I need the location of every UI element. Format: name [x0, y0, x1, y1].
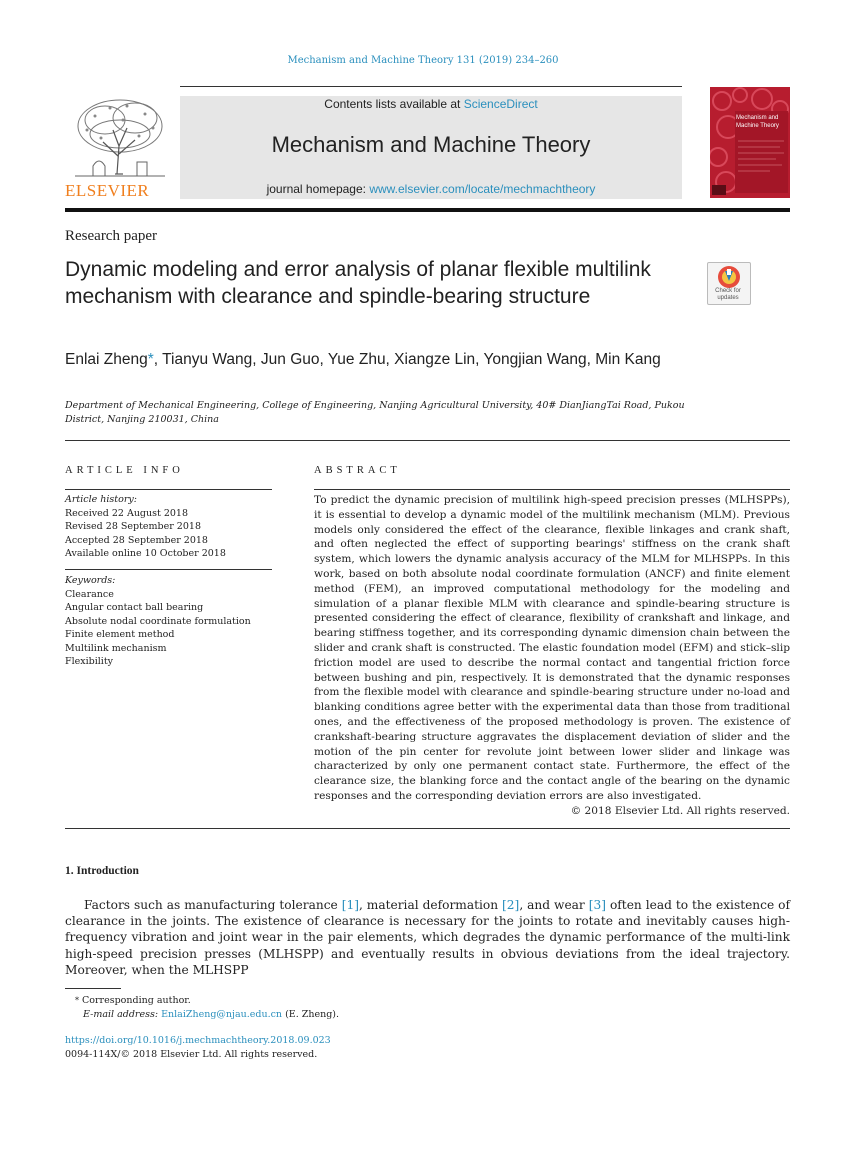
- footnote: [65, 994, 665, 1022]
- article-history: [65, 493, 272, 561]
- introduction-paragraph: [65, 897, 790, 978]
- doi-block: [65, 1034, 331, 1062]
- article-history-label: Article history:: [65, 494, 137, 505]
- email-line: [65, 1008, 665, 1022]
- abstract-heading: ABSTRACT: [314, 465, 401, 476]
- keywords-divider: [65, 569, 272, 570]
- history-accepted: Accepted 28 September 2018: [65, 534, 208, 546]
- homepage-prefix: journal homepage:: [266, 182, 370, 196]
- intro-text-3: , and wear: [519, 898, 589, 912]
- email-link[interactable]: EnlaiZheng@njau.edu.cn: [161, 1009, 283, 1020]
- reference-link-2[interactable]: [2]: [502, 898, 520, 912]
- journal-title: Mechanism and Machine Theory: [271, 132, 591, 157]
- keywords-label: Keywords:: [65, 575, 116, 586]
- homepage-line: [180, 182, 682, 196]
- issn-line: 0094-114X/© 2018 Elsevier Ltd. All rights reserved.: [65, 1049, 318, 1060]
- article-info-heading: ARTICLE INFO: [65, 465, 184, 476]
- abstract-copyright: © 2018 Elsevier Ltd. All rights reserved.: [570, 804, 790, 817]
- intro-text-2: , material deformation: [358, 898, 503, 912]
- cover-title-text: Mechanism and Machine Theory: [736, 115, 779, 129]
- introduction-heading: 1. Introduction: [65, 865, 139, 877]
- check-for-updates-label[interactable]: [707, 288, 749, 302]
- elsevier-wordmark: ELSEVIER: [65, 181, 150, 200]
- paper-type: Research paper: [65, 228, 158, 244]
- badge-line-1: Check for: [715, 288, 741, 294]
- contents-prefix: Contents lists available at: [324, 97, 464, 111]
- intro-text-1: Factors such as manufacturing tolerance: [84, 898, 342, 912]
- history-online: Available online 10 October 2018: [65, 548, 226, 559]
- keyword-item: Angular contact ball bearing: [65, 602, 204, 613]
- reference-link-1[interactable]: [1]: [341, 898, 359, 912]
- footnote-divider: [65, 988, 121, 989]
- doi-link[interactable]: https://doi.org/10.1016/j.mechmachtheory.2018.09.023: [65, 1035, 331, 1046]
- header-top-divider: [180, 86, 682, 87]
- abstract-divider: [314, 489, 790, 490]
- paper-title: Dynamic modeling and error analysis of planar flexible multilink mechanism with clearance and spindle-bearing structure: [65, 258, 651, 308]
- contents-line: [180, 97, 682, 111]
- email-label: E-mail address:: [83, 1009, 162, 1020]
- corresponding-author-note: [65, 994, 665, 1008]
- history-revised: Revised 28 September 2018: [65, 521, 201, 532]
- corresponding-author-marker[interactable]: *: [147, 351, 154, 368]
- history-received: Received 22 August 2018: [65, 507, 189, 519]
- homepage-link[interactable]: www.elsevier.com/locate/mechmachtheory: [369, 182, 596, 196]
- badge-line-2: updates: [717, 295, 739, 301]
- other-authors: , Tianyu Wang, Jun Guo, Yue Zhu, Xiangze Lin, Yongjian Wang, Min Kang: [153, 351, 661, 368]
- abstract-text: To predict the dynamic precision of multilink high-speed precision presses (MLHSPPs), it is essential to develop a dynamic model of the multilink mechanism (MLM). Previous models only considered the effect of the clearance, flexible linkages and crank shaft, and often neglected the effect of supporting bearings' stiffness on the crank shaft system, which lowers the dynamic analysis accuracy of the MLM for MLHSPPs. In this work, based on both absolute nodal coordinate formulation (ANCF) and finite element method (FEM), an improved computational methodology for the modeling and simulation of a planar flexible MLM with clearance and spindle-bearing structure is presented considering the effect of clearance, flexibility of crankshaft and linkage, and bearing stiffness together, and its corresponding dynamic dimension chain between the slider and crank shaft is constructed. The elastic foundation model (EFM) and stick–slip friction model are used to describe the normal contact and tangential friction force between bushing and pin, respectively. It is demonstrated that the dynamic responses from the flexible model with clearance and spindle-bearing structure under no-load and blanking conditions agree better with the experimental data than those from traditional ones, and the effectiveness of the proposed methodology is proven. The existence of crankshaft-bearing structure aggravates the displacement deviation of slider and the motion of the pin center for revolute joint between lower slider and linkage was characterized by only one permanent contact state. Furthermore, the effect of the clearance size, the blanking force and the contact angle of the bearing on the dynamic responses and the corresponding deviation errors are also investigated.: [314, 494, 790, 802]
- keyword-item: Absolute nodal coordinate formulation: [65, 615, 251, 627]
- intro-text-4: often lead to the existence of clearance in the joints. The existence of clearance is necessary for the joints to rotate and inevitably causes high-frequency vibration and joint wear in the pair elements, which degrades the dynamic performance of the multi-link high-speed precision presses (MLHSPP) and eventually results in obvious deviations from the ideal trajectory. Moreover, when the MLHSPP: [65, 898, 791, 977]
- email-suffix: (E. Zheng).: [282, 1009, 340, 1020]
- section-divider-bottom: [65, 828, 790, 829]
- abstract-body: [314, 493, 790, 819]
- corresponding-author-text: Corresponding author.: [82, 995, 191, 1006]
- sciencedirect-link[interactable]: ScienceDirect: [463, 97, 538, 111]
- reference-link-3[interactable]: [3]: [588, 898, 606, 912]
- first-author: Enlai Zheng: [65, 351, 148, 368]
- author-list: [65, 349, 705, 370]
- article-info-divider: [65, 489, 272, 490]
- keyword-item: Finite element method: [65, 629, 175, 640]
- header-thick-divider: [65, 208, 790, 212]
- keyword-item: Multilink mechanism: [65, 642, 167, 654]
- journal-citation-link[interactable]: Mechanism and Machine Theory 131 (2019) 234–260: [287, 55, 559, 66]
- journal-cover-thumbnail[interactable]: [710, 87, 790, 198]
- section-divider-top: [65, 440, 790, 441]
- keywords-list: [65, 574, 272, 669]
- footnote-marker: *: [75, 996, 79, 1005]
- keyword-item: Flexibility: [65, 656, 114, 667]
- affiliation: Department of Mechanical Engineering, College of Engineering, Nanjing Agricultural University, 40# DianJiangTai Road, Pukou District, Nanjing 210031, China: [65, 400, 685, 425]
- keyword-item: Clearance: [65, 588, 114, 600]
